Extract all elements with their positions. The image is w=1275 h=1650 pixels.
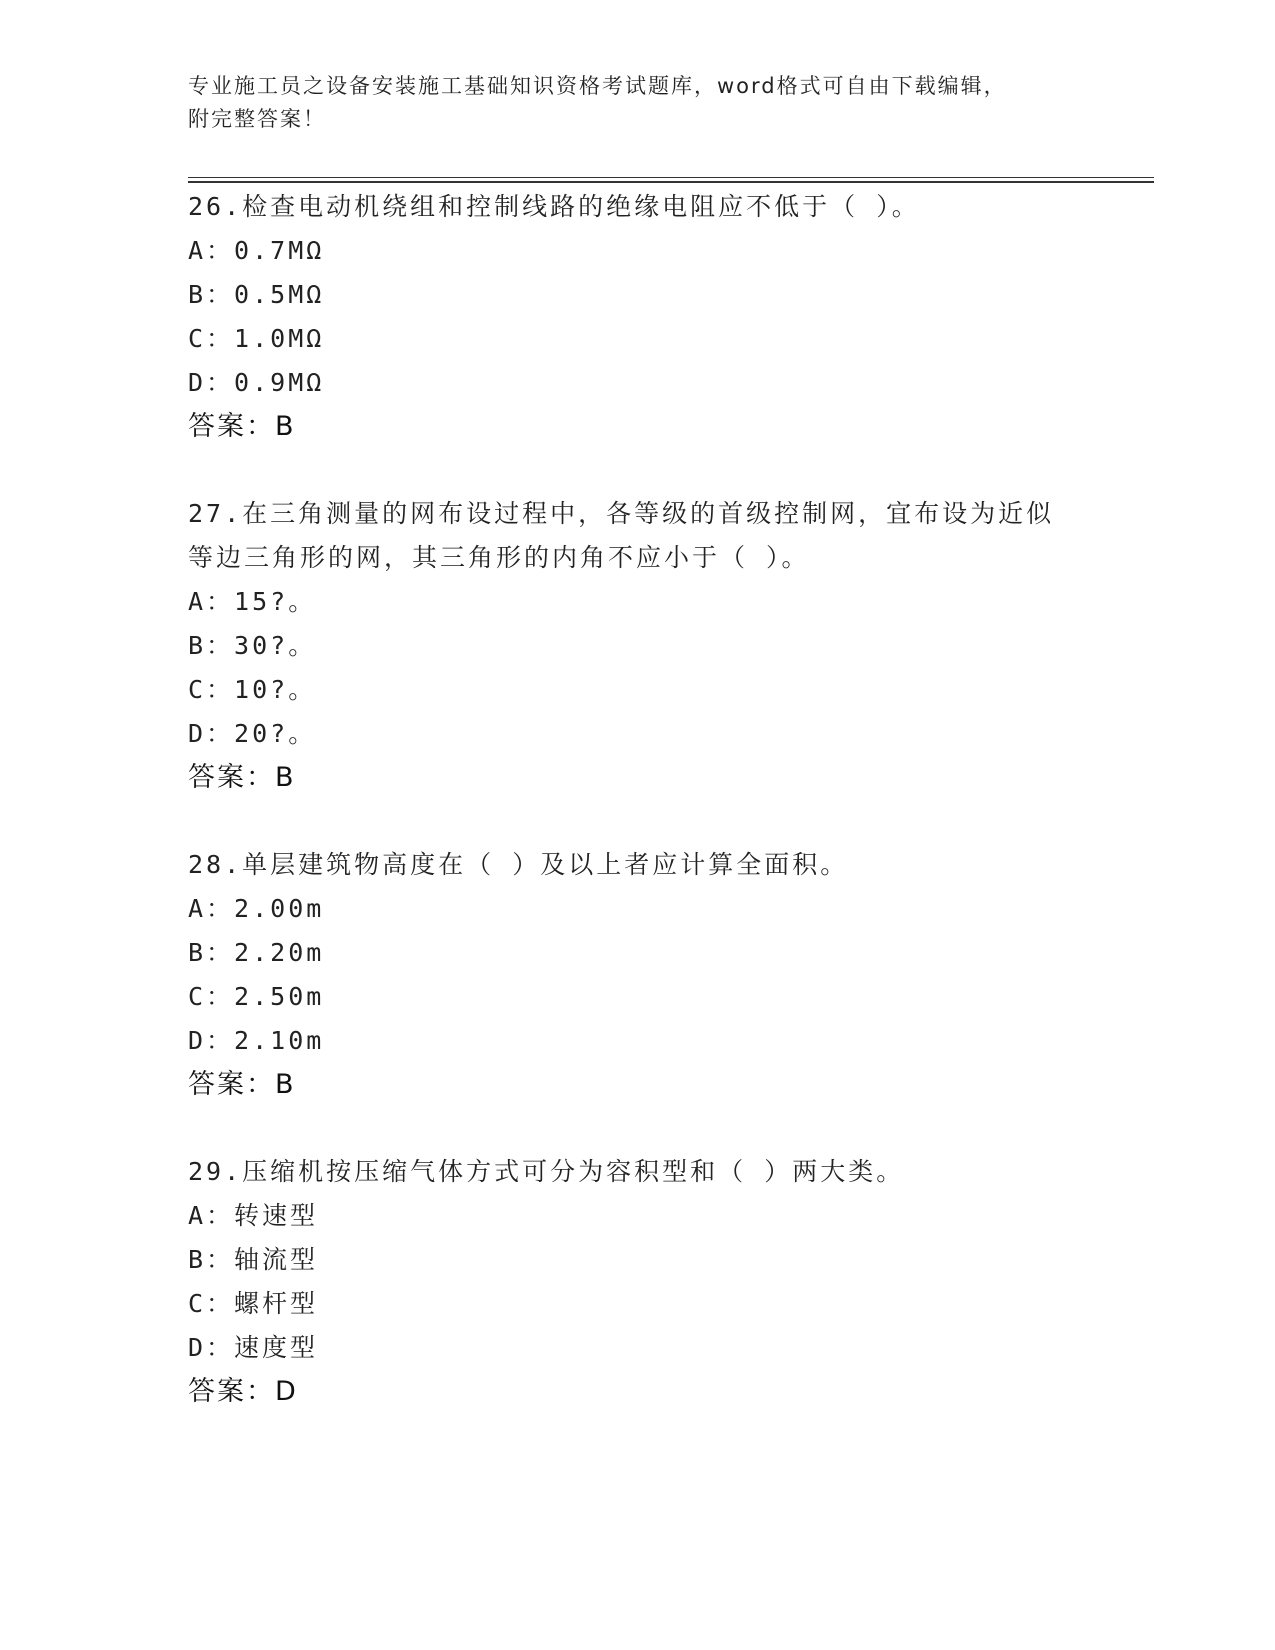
question-28-answer: 答案：B [188,1069,296,1100]
question-27-answer: 答案：B [188,762,296,793]
question-26-option-b: B：0.5MΩ [188,280,325,309]
header-divider-top [188,177,1154,178]
question-28-option-c: C：2.50m [188,982,325,1011]
question-28-option-a: A：2.00m [188,894,325,923]
question-27-option-b: B：30?。 [188,631,317,660]
header-divider-bottom [188,181,1154,183]
question-29-option-a: A：转速型 [188,1201,319,1230]
question-26-option-c: C：1.0MΩ [188,324,325,353]
question-26-answer: 答案：B [188,411,296,442]
document-header [188,70,1088,136]
question-27-option-a: A：15?。 [188,587,317,616]
question-26-stem: 26.检查电动机绕组和控制线路的绝缘电阻应不低于（ ）。 [188,192,920,221]
question-29-stem: 29.压缩机按压缩气体方式可分为容积型和（ ）两大类。 [188,1157,905,1186]
header-line-1: 专业施工员之设备安装施工基础知识资格考试题库，word格式可自由下载编辑， [188,74,1007,98]
question-29-option-d: D：速度型 [188,1333,319,1362]
question-28-stem: 28.单层建筑物高度在（ ）及以上者应计算全面积。 [188,850,849,879]
question-27-stem-line-2: 等边三角形的网，其三角形的内角不应小于（ ）。 [188,543,810,572]
question-28-option-d: D：2.10m [188,1026,325,1055]
question-26-option-d: D：0.9MΩ [188,368,325,397]
question-29-option-b: B：轴流型 [188,1245,319,1274]
question-29-answer: 答案：D [188,1376,298,1407]
question-29-option-c: C：螺杆型 [188,1289,319,1318]
question-28-option-b: B：2.20m [188,938,325,967]
question-27-stem-line-1: 27.在三角测量的网布设过程中，各等级的首级控制网，宜布设为近似 [188,499,1055,528]
question-27-option-d: D：20?。 [188,719,317,748]
question-27-option-c: C：10?。 [188,675,317,704]
header-line-2: 附完整答案！ [188,107,326,131]
question-26-option-a: A：0.7MΩ [188,236,325,265]
